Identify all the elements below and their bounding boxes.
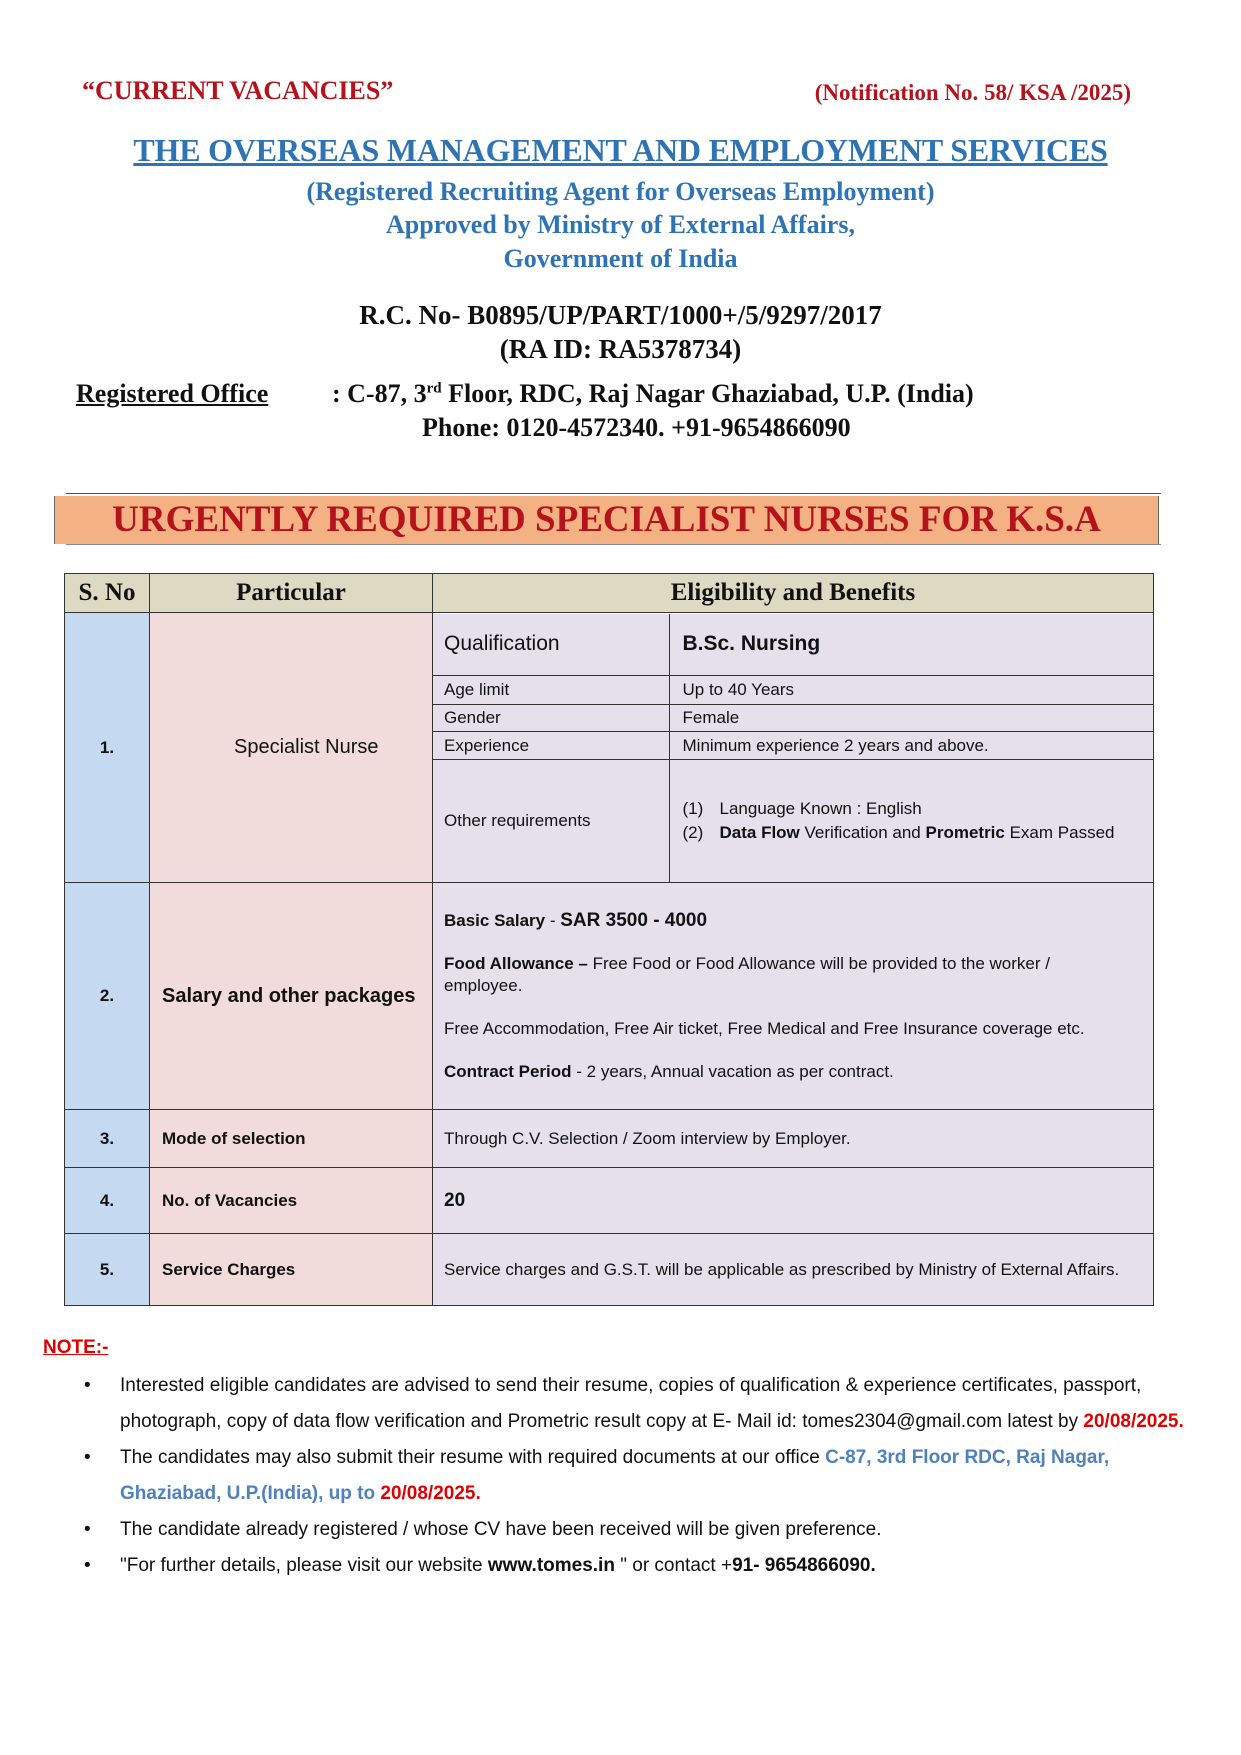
eligibility-subtable xyxy=(433,614,1153,882)
item-text: Language Known : English xyxy=(719,798,922,818)
salary-value: SAR 3500 - 4000 xyxy=(560,909,708,931)
list-item xyxy=(683,797,1134,821)
age-value: Up to 40 Years xyxy=(669,676,1153,705)
salary-paragraph xyxy=(444,910,1123,932)
company-subtitle-registered: (Registered Recruiting Agent for Overseas Employment) xyxy=(306,177,935,206)
age-row xyxy=(433,676,1153,705)
note-text: The candidates may also submit their resume with required documents at our office xyxy=(120,1447,826,1468)
bullet-icon: • xyxy=(84,1555,91,1576)
food-paragraph xyxy=(444,953,1123,997)
age-label: Age limit xyxy=(433,676,669,705)
row-particular: Salary and other packages xyxy=(150,883,433,1110)
row-eligibility: Through C.V. Selection / Zoom interview by Employer. xyxy=(433,1110,1154,1168)
deadline-date: 20/08/2025. xyxy=(380,1483,481,1504)
food-label: Food Allowance – xyxy=(444,953,588,973)
gender-label: Gender xyxy=(433,705,669,732)
row-sno: 2. xyxy=(65,883,150,1110)
notes-list xyxy=(84,1368,1204,1584)
row-eligibility xyxy=(433,613,1154,883)
office-address: C-87, 3rd Floor RDC, Raj Nagar, Ghaziabad, U.P.(India), up to xyxy=(120,1447,1110,1504)
office-phone: Phone: 0120-4572340. +91-9654866090 xyxy=(422,413,851,442)
row-eligibility: 20 xyxy=(433,1168,1154,1234)
qualification-row xyxy=(433,614,1153,676)
banner xyxy=(54,496,1159,544)
table-header-row xyxy=(65,574,1154,613)
header-eligibility: Eligibility and Benefits xyxy=(433,574,1154,613)
note-text: " or contact + xyxy=(614,1555,733,1576)
banner-bottom-rule xyxy=(66,544,1161,545)
address-superscript: rd xyxy=(426,380,442,397)
other-requirements-row xyxy=(433,760,1153,882)
table-row xyxy=(65,1168,1154,1234)
deadline-date: 20/08/2025. xyxy=(1083,1411,1184,1432)
row-sno: 3. xyxy=(65,1110,150,1168)
row-sno: 5. xyxy=(65,1234,150,1306)
list-item xyxy=(84,1548,1204,1584)
qualification-label: Qualification xyxy=(433,614,669,676)
table-row xyxy=(65,883,1154,1110)
note-text: Interested eligible candidates are advised to send their resume, copies of qualification & experience certificates, passport, photograph, copy of data flow verification and Prometric result copy at E- Mail id: tomes2304@gmail.com latest by xyxy=(120,1375,1142,1432)
row-particular: Mode of selection xyxy=(150,1110,433,1168)
item-text: Exam Passed xyxy=(1004,822,1115,842)
bullet-icon: • xyxy=(84,1519,91,1540)
row-particular: No. of Vacancies xyxy=(150,1168,433,1234)
note-text: The candidate already registered / whose CV have been received will be given preference. xyxy=(120,1519,882,1540)
notification-number: (Notification No. 58/ KSA /2025) xyxy=(814,80,1131,105)
salary-separator: - xyxy=(545,910,561,930)
registered-office-address xyxy=(332,379,974,409)
list-item xyxy=(683,821,1134,845)
item-number: (2) xyxy=(682,822,704,842)
list-item xyxy=(84,1440,1204,1512)
note-title: NOTE:- xyxy=(43,1337,109,1358)
header-sno: S. No xyxy=(65,574,150,613)
contact-phone: 91- 9654866090. xyxy=(732,1555,876,1576)
registered-office-label: Registered Office xyxy=(76,379,269,408)
experience-label: Experience xyxy=(433,732,669,760)
other-requirements-value xyxy=(669,760,1153,882)
table-row xyxy=(65,1110,1154,1168)
vacancy-table xyxy=(64,573,1154,1306)
company-subtitle-government: Government of India xyxy=(503,244,738,273)
list-item xyxy=(84,1368,1204,1440)
other-requirements-label: Other requirements xyxy=(433,760,669,882)
row-eligibility: Service charges and G.S.T. will be applicable as prescribed by Ministry of External Affairs. xyxy=(433,1234,1154,1306)
address-prefix: : C-87, 3 xyxy=(332,379,427,408)
ra-id: (RA ID: RA5378734) xyxy=(499,334,742,364)
row-particular: Service Charges xyxy=(150,1234,433,1306)
table-row xyxy=(65,1234,1154,1306)
company-subtitle-approved: Approved by Ministry of External Affairs, xyxy=(386,210,855,239)
experience-row xyxy=(433,732,1153,760)
contract-paragraph xyxy=(444,1061,1123,1083)
banner-top-rule xyxy=(66,493,1161,494)
row-sno: 1. xyxy=(65,613,150,883)
salary-label: Basic Salary xyxy=(444,910,546,930)
contract-label: Contract Period xyxy=(444,1061,572,1081)
table-row xyxy=(65,613,1154,883)
rc-number: R.C. No- B0895/UP/PART/1000+/5/9297/2017 xyxy=(359,300,882,330)
item-bold: Data Flow xyxy=(719,822,800,842)
list-item xyxy=(84,1512,1204,1548)
banner-title: URGENTLY REQUIRED SPECIALIST NURSES FOR K.S.A xyxy=(112,499,1101,540)
current-vacancies-title: “CURRENT VACANCIES” xyxy=(82,76,394,105)
qualification-value: B.Sc. Nursing xyxy=(669,614,1153,676)
item-number: (1) xyxy=(682,798,704,818)
note-text: "For further details, please visit our website xyxy=(120,1555,488,1576)
bullet-icon: • xyxy=(84,1375,91,1396)
gender-value: Female xyxy=(669,705,1153,732)
company-name: THE OVERSEAS MANAGEMENT AND EMPLOYMENT SERVICES xyxy=(133,132,1108,168)
address-rest: Floor, RDC, Raj Nagar Ghaziabad, U.P. (India) xyxy=(441,379,974,408)
website-link[interactable]: www.tomes.in xyxy=(487,1555,615,1576)
bullet-icon: • xyxy=(84,1447,91,1468)
item-bold: Prometric xyxy=(925,822,1005,842)
row-eligibility xyxy=(433,883,1154,1110)
header-particular: Particular xyxy=(150,574,433,613)
row-particular: Specialist Nurse xyxy=(150,613,433,883)
row-sno: 4. xyxy=(65,1168,150,1234)
requirements-list xyxy=(683,797,1134,845)
food-text: Free Food or Food Allowance will be provided to the worker / employee. xyxy=(444,953,1050,995)
item-text: Verification and xyxy=(799,822,926,842)
accommodation-paragraph: Free Accommodation, Free Air ticket, Free Medical and Free Insurance coverage etc. xyxy=(444,1018,1085,1038)
contract-text: - 2 years, Annual vacation as per contract. xyxy=(571,1061,894,1081)
gender-row xyxy=(433,705,1153,732)
experience-value: Minimum experience 2 years and above. xyxy=(669,732,1153,760)
